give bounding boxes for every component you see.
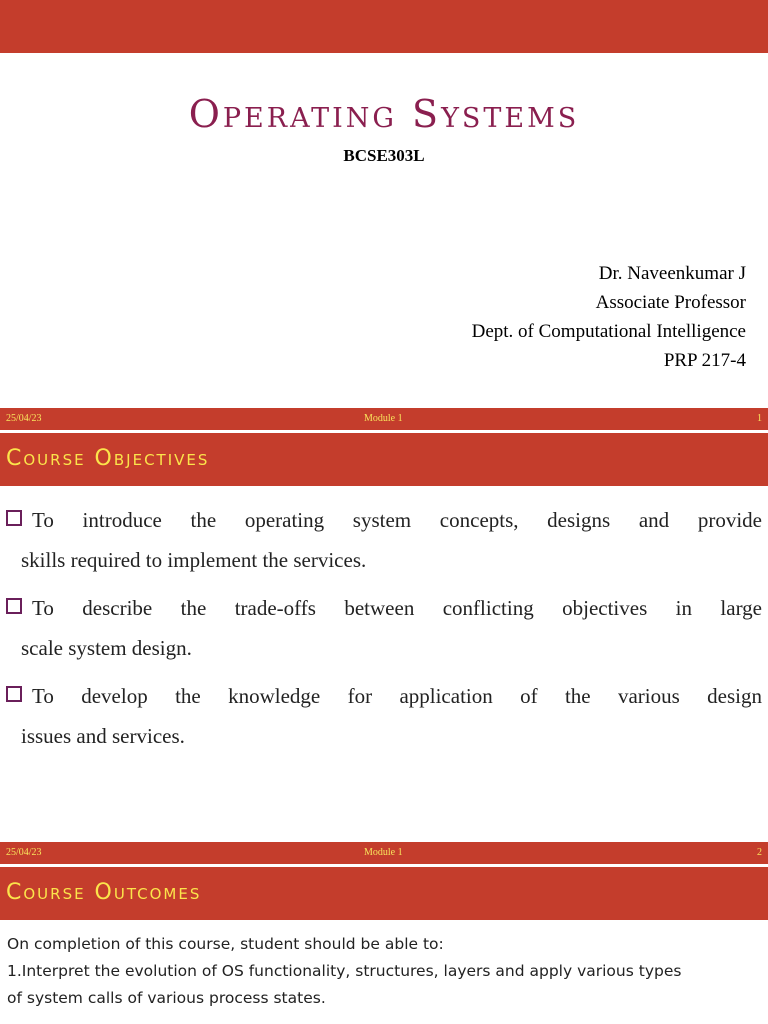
footer-module: Module 1 bbox=[364, 413, 403, 424]
list-item: To introduce the operating system concepts, designs and provide skills required to implement the services. bbox=[6, 500, 762, 580]
checkbox-bullet-icon bbox=[6, 686, 22, 702]
footer-page-number: 2 bbox=[757, 847, 762, 858]
author-block bbox=[472, 259, 746, 375]
list-item: To describe the trade-offs between conflicting objectives in large scale system design. bbox=[6, 588, 762, 668]
outcomes-body bbox=[7, 931, 763, 1012]
slide-title: Operating Systems bbox=[188, 92, 580, 136]
footer-page-number: 1 bbox=[757, 413, 762, 424]
author-designation: Associate Professor bbox=[595, 292, 746, 313]
slide-footer-2 bbox=[0, 842, 768, 864]
outcome-item-1-cont: of system calls of various process states. bbox=[7, 989, 326, 1007]
checkbox-bullet-icon bbox=[6, 510, 22, 526]
title-slide bbox=[0, 0, 768, 408]
outcomes-heading: Course Outcomes bbox=[6, 880, 202, 905]
list-item: To develop the knowledge for application of the various design issues and services. bbox=[6, 676, 762, 756]
checkbox-bullet-icon bbox=[6, 598, 22, 614]
outcomes-header bbox=[0, 867, 768, 920]
objectives-list bbox=[6, 500, 762, 764]
slide-footer-1 bbox=[0, 408, 768, 430]
footer-date: 25/04/23 bbox=[6, 847, 42, 858]
outcome-item-1: 1.Interpret the evolution of OS functionality, structures, layers and apply various types bbox=[7, 962, 682, 980]
objectives-heading: Course Objectives bbox=[6, 446, 210, 471]
author-department: Dept. of Computational Intelligence bbox=[471, 321, 746, 342]
objectives-header bbox=[0, 433, 768, 486]
author-room: PRP 217-4 bbox=[663, 350, 746, 371]
outcomes-intro: On completion of this course, student should be able to: bbox=[7, 935, 444, 953]
author-name: Dr. Naveenkumar J bbox=[598, 263, 746, 284]
top-banner bbox=[0, 0, 768, 53]
course-code: BCSE303L bbox=[343, 146, 425, 165]
footer-module: Module 1 bbox=[364, 847, 403, 858]
footer-date: 25/04/23 bbox=[6, 413, 42, 424]
